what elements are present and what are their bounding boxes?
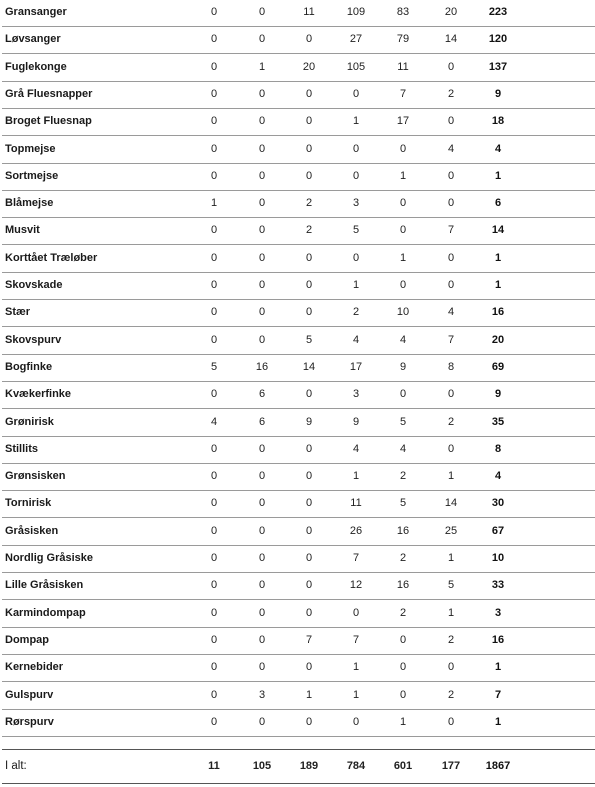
count-cell: 0 xyxy=(352,87,360,100)
count-cell: 8 xyxy=(447,360,455,373)
count-cell: 0 xyxy=(305,251,313,264)
count-cell: 1 xyxy=(258,60,266,73)
count-cell: 0 xyxy=(210,60,218,73)
count-cell: 11 xyxy=(303,6,315,18)
count-cell: 7 xyxy=(447,224,455,237)
count-cell: 1 xyxy=(305,688,313,701)
count-cell: 0 xyxy=(305,661,313,674)
count-cell: 2 xyxy=(447,415,455,428)
count-cell: 0 xyxy=(399,224,407,237)
count-cell: 0 xyxy=(447,197,455,210)
count-cell: 0 xyxy=(305,115,313,128)
count-cell: 0 xyxy=(352,142,360,155)
species-name: Gulspurv xyxy=(5,688,54,701)
count-cell: 0 xyxy=(258,6,266,18)
table-row xyxy=(0,573,595,600)
table-row xyxy=(0,437,595,464)
species-name: Bogfinke xyxy=(5,360,53,373)
row-divider xyxy=(2,736,595,737)
count-cell: 0 xyxy=(210,6,218,18)
count-cell: 0 xyxy=(258,524,266,537)
count-cell: 0 xyxy=(210,169,218,182)
row-total-cell: 1 xyxy=(494,169,502,182)
count-cell: 5 xyxy=(352,224,360,237)
count-cell: 16 xyxy=(396,524,410,537)
table-row xyxy=(0,246,595,273)
table-row xyxy=(0,164,595,191)
table-row xyxy=(0,382,595,409)
count-cell: 16 xyxy=(255,360,269,373)
count-cell: 27 xyxy=(349,33,363,46)
row-total-cell: 14 xyxy=(491,224,505,237)
species-name: Dompap xyxy=(5,633,49,646)
species-name: Grønsisken xyxy=(5,470,66,483)
count-cell: 0 xyxy=(258,87,266,100)
count-cell: 1 xyxy=(352,115,360,128)
table-row xyxy=(0,191,595,218)
count-cell: 1 xyxy=(399,715,407,728)
count-cell: 0 xyxy=(447,251,455,264)
species-name: Blåmejse xyxy=(5,197,54,210)
count-cell: 0 xyxy=(210,33,218,46)
count-cell: 0 xyxy=(352,251,360,264)
count-cell: 0 xyxy=(210,442,218,455)
count-cell: 0 xyxy=(210,524,218,537)
row-total-cell: 7 xyxy=(494,688,502,701)
count-cell: 79 xyxy=(396,33,410,46)
row-total-cell: 18 xyxy=(491,115,505,128)
count-cell: 0 xyxy=(399,388,407,401)
row-total-cell: 6 xyxy=(494,197,502,210)
count-cell: 7 xyxy=(305,633,313,646)
count-cell: 0 xyxy=(399,197,407,210)
row-total-cell: 35 xyxy=(491,415,505,428)
count-cell: 7 xyxy=(399,87,407,100)
count-cell: 0 xyxy=(305,33,313,46)
count-cell: 2 xyxy=(447,633,455,646)
species-name: Korttået Træløber xyxy=(5,251,98,264)
count-cell: 0 xyxy=(305,524,313,537)
count-cell: 11 xyxy=(208,760,220,773)
row-total-cell: 30 xyxy=(491,497,505,510)
count-cell: 2 xyxy=(447,87,455,100)
table-row xyxy=(0,137,595,164)
count-cell: 0 xyxy=(258,442,266,455)
count-cell: 0 xyxy=(305,87,313,100)
species-name: Sortmejse xyxy=(5,169,59,182)
count-cell: 0 xyxy=(210,552,218,564)
table-row xyxy=(0,410,595,437)
count-cell: 1 xyxy=(352,470,360,483)
species-name: Tornirisk xyxy=(5,497,52,510)
count-cell: 5 xyxy=(447,579,455,592)
table-row xyxy=(0,710,595,737)
row-total-cell: 1 xyxy=(494,251,502,264)
table-row xyxy=(0,218,595,245)
count-cell: 3 xyxy=(258,688,266,701)
count-cell: 0 xyxy=(258,197,266,210)
count-cell: 7 xyxy=(447,333,455,346)
count-cell: 1 xyxy=(447,470,455,483)
count-cell: 4 xyxy=(447,142,455,155)
count-cell: 0 xyxy=(258,552,266,564)
count-cell: 0 xyxy=(258,633,266,646)
count-cell: 0 xyxy=(210,606,218,619)
count-cell: 4 xyxy=(399,333,407,346)
count-cell: 9 xyxy=(352,415,360,428)
count-cell: 6 xyxy=(258,415,266,428)
count-cell: 0 xyxy=(399,142,407,155)
count-cell: 7 xyxy=(352,552,360,564)
count-cell: 2 xyxy=(447,688,455,701)
row-total-cell: 69 xyxy=(491,360,505,373)
count-cell: 4 xyxy=(447,306,455,319)
count-cell: 0 xyxy=(305,606,313,619)
row-total-cell: 10 xyxy=(491,552,505,564)
row-total-cell: 16 xyxy=(491,306,505,319)
table-row xyxy=(0,27,595,54)
table-row xyxy=(0,683,595,710)
count-cell: 0 xyxy=(258,606,266,619)
row-total-cell: 20 xyxy=(491,333,505,346)
count-cell: 2 xyxy=(305,197,313,210)
count-cell: 1 xyxy=(352,661,360,674)
count-cell: 0 xyxy=(210,224,218,237)
count-cell: 0 xyxy=(210,715,218,728)
row-total-cell: 1 xyxy=(494,279,502,291)
species-name: Skovskade xyxy=(5,279,63,291)
species-name: Fuglekonge xyxy=(5,60,67,73)
count-cell: 0 xyxy=(399,633,407,646)
species-name: Grønirisk xyxy=(5,415,54,428)
count-cell: 2 xyxy=(399,552,407,564)
table-row xyxy=(0,628,595,655)
count-cell: 17 xyxy=(396,115,410,128)
row-total-cell: 3 xyxy=(494,606,502,619)
species-name: Topmejse xyxy=(5,142,56,155)
count-cell: 0 xyxy=(210,579,218,592)
row-total-cell: 16 xyxy=(491,633,505,646)
count-cell: 10 xyxy=(396,306,410,319)
count-cell: 0 xyxy=(447,115,455,128)
count-cell: 2 xyxy=(352,306,360,319)
count-cell: 25 xyxy=(444,524,458,537)
count-cell: 20 xyxy=(444,6,458,18)
row-total-cell: 1 xyxy=(494,661,502,674)
count-cell: 0 xyxy=(210,306,218,319)
table-row xyxy=(0,273,595,300)
count-cell: 5 xyxy=(210,360,218,373)
count-cell: 1 xyxy=(399,251,407,264)
count-cell: 4 xyxy=(399,442,407,455)
count-cell: 4 xyxy=(352,333,360,346)
count-cell: 0 xyxy=(447,442,455,455)
count-cell: 0 xyxy=(305,442,313,455)
species-name: Gråsisken xyxy=(5,524,59,537)
count-cell: 0 xyxy=(210,142,218,155)
count-cell: 14 xyxy=(444,497,458,510)
species-name: Kernebider xyxy=(5,661,64,674)
table-row xyxy=(0,355,595,382)
count-cell: 0 xyxy=(258,224,266,237)
species-name: Nordlig Gråsiske xyxy=(5,552,94,564)
count-cell: 2 xyxy=(399,470,407,483)
count-cell: 1 xyxy=(352,688,360,701)
count-cell: 3 xyxy=(352,197,360,210)
row-total-cell: 9 xyxy=(494,87,502,100)
count-cell: 109 xyxy=(346,6,366,18)
species-name: Stillits xyxy=(5,442,39,455)
count-cell: 5 xyxy=(305,333,313,346)
count-cell: 0 xyxy=(352,715,360,728)
species-name: Skovspurv xyxy=(5,333,62,346)
count-cell: 14 xyxy=(302,360,316,373)
table-row xyxy=(0,82,595,109)
row-total-cell: 67 xyxy=(491,524,505,537)
count-cell: 0 xyxy=(305,169,313,182)
count-cell: 0 xyxy=(305,388,313,401)
count-cell: 0 xyxy=(210,279,218,291)
count-cell: 0 xyxy=(305,142,313,155)
total-row xyxy=(0,754,595,781)
species-name: Broget Fluesnap xyxy=(5,115,92,128)
row-total-cell: 223 xyxy=(488,6,508,18)
count-cell: 601 xyxy=(393,760,413,773)
count-cell: 4 xyxy=(352,442,360,455)
count-cell: 9 xyxy=(399,360,407,373)
count-cell: 1 xyxy=(447,606,455,619)
count-cell: 2 xyxy=(305,224,313,237)
row-total-cell: 1867 xyxy=(485,760,511,773)
count-cell: 5 xyxy=(399,497,407,510)
count-cell: 26 xyxy=(349,524,363,537)
row-total-cell: 8 xyxy=(494,442,502,455)
species-name: Musvit xyxy=(5,224,40,237)
count-cell: 6 xyxy=(258,388,266,401)
count-cell: 1 xyxy=(210,197,218,210)
count-cell: 11 xyxy=(397,60,409,73)
count-cell: 0 xyxy=(305,552,313,564)
count-cell: 11 xyxy=(350,497,362,510)
row-total-cell: 4 xyxy=(494,470,502,483)
count-cell: 0 xyxy=(352,169,360,182)
count-cell: 177 xyxy=(441,760,461,773)
count-cell: 0 xyxy=(305,715,313,728)
count-cell: 0 xyxy=(352,606,360,619)
species-name: Stær xyxy=(5,306,31,319)
count-cell: 1 xyxy=(399,169,407,182)
table-row xyxy=(0,546,595,573)
total-label: I alt: xyxy=(5,760,27,773)
species-name: Kvækerfinke xyxy=(5,388,72,401)
count-cell: 0 xyxy=(305,579,313,592)
count-cell: 0 xyxy=(258,279,266,291)
count-cell: 0 xyxy=(399,688,407,701)
row-total-cell: 9 xyxy=(494,388,502,401)
count-cell: 3 xyxy=(352,388,360,401)
count-cell: 7 xyxy=(352,633,360,646)
count-cell: 0 xyxy=(258,333,266,346)
count-cell: 0 xyxy=(210,333,218,346)
species-name: Rørspurv xyxy=(5,715,54,728)
count-cell: 0 xyxy=(210,470,218,483)
table-row xyxy=(0,0,595,27)
bottom-rule xyxy=(2,783,595,784)
count-cell: 0 xyxy=(210,633,218,646)
species-name: Grå Fluesnapper xyxy=(5,87,93,100)
row-total-cell: 120 xyxy=(488,33,508,46)
count-cell: 0 xyxy=(210,661,218,674)
table-row xyxy=(0,55,595,82)
table-row xyxy=(0,300,595,327)
row-total-cell: 33 xyxy=(491,579,505,592)
table-row xyxy=(0,519,595,546)
count-cell: 0 xyxy=(447,169,455,182)
count-cell: 0 xyxy=(210,87,218,100)
species-name: Gransanger xyxy=(5,6,67,18)
count-cell: 189 xyxy=(299,760,319,773)
row-total-cell: 1 xyxy=(494,715,502,728)
count-cell: 1 xyxy=(352,279,360,291)
table-row xyxy=(0,601,595,628)
count-cell: 2 xyxy=(399,606,407,619)
count-cell: 0 xyxy=(210,497,218,510)
table-row xyxy=(0,328,595,355)
count-cell: 0 xyxy=(258,115,266,128)
count-cell: 0 xyxy=(258,306,266,319)
count-cell: 0 xyxy=(258,715,266,728)
count-cell: 0 xyxy=(447,715,455,728)
table-row xyxy=(0,109,595,136)
count-cell: 1 xyxy=(447,552,455,564)
count-cell: 5 xyxy=(399,415,407,428)
count-cell: 17 xyxy=(349,360,363,373)
count-cell: 9 xyxy=(305,415,313,428)
count-cell: 0 xyxy=(210,115,218,128)
count-cell: 105 xyxy=(346,60,366,73)
count-cell: 0 xyxy=(399,279,407,291)
count-cell: 0 xyxy=(399,661,407,674)
count-cell: 4 xyxy=(210,415,218,428)
count-cell: 83 xyxy=(396,6,410,18)
count-cell: 0 xyxy=(258,251,266,264)
count-cell: 14 xyxy=(444,33,458,46)
count-cell: 784 xyxy=(346,760,366,773)
count-cell: 0 xyxy=(305,497,313,510)
count-cell: 105 xyxy=(252,760,272,773)
count-cell: 0 xyxy=(447,661,455,674)
count-cell: 16 xyxy=(396,579,410,592)
count-cell: 12 xyxy=(349,579,363,592)
count-cell: 0 xyxy=(210,251,218,264)
count-cell: 0 xyxy=(447,60,455,73)
count-cell: 20 xyxy=(302,60,316,73)
count-cell: 0 xyxy=(305,306,313,319)
count-cell: 0 xyxy=(258,33,266,46)
row-total-cell: 137 xyxy=(488,60,508,73)
count-cell: 0 xyxy=(305,279,313,291)
total-separator xyxy=(2,749,595,750)
count-cell: 0 xyxy=(258,497,266,510)
count-cell: 0 xyxy=(210,388,218,401)
table-row xyxy=(0,491,595,518)
species-name: Lille Gråsisken xyxy=(5,579,84,592)
count-cell: 0 xyxy=(258,470,266,483)
species-name: Karmindompap xyxy=(5,606,86,619)
count-cell: 0 xyxy=(258,661,266,674)
count-cell: 0 xyxy=(258,579,266,592)
row-total-cell: 4 xyxy=(494,142,502,155)
count-cell: 0 xyxy=(447,388,455,401)
table-row xyxy=(0,655,595,682)
species-name: Løvsanger xyxy=(5,33,61,46)
count-cell: 0 xyxy=(447,279,455,291)
count-cell: 0 xyxy=(305,470,313,483)
count-cell: 0 xyxy=(258,142,266,155)
table-row xyxy=(0,464,595,491)
count-cell: 0 xyxy=(258,169,266,182)
count-cell: 0 xyxy=(210,688,218,701)
